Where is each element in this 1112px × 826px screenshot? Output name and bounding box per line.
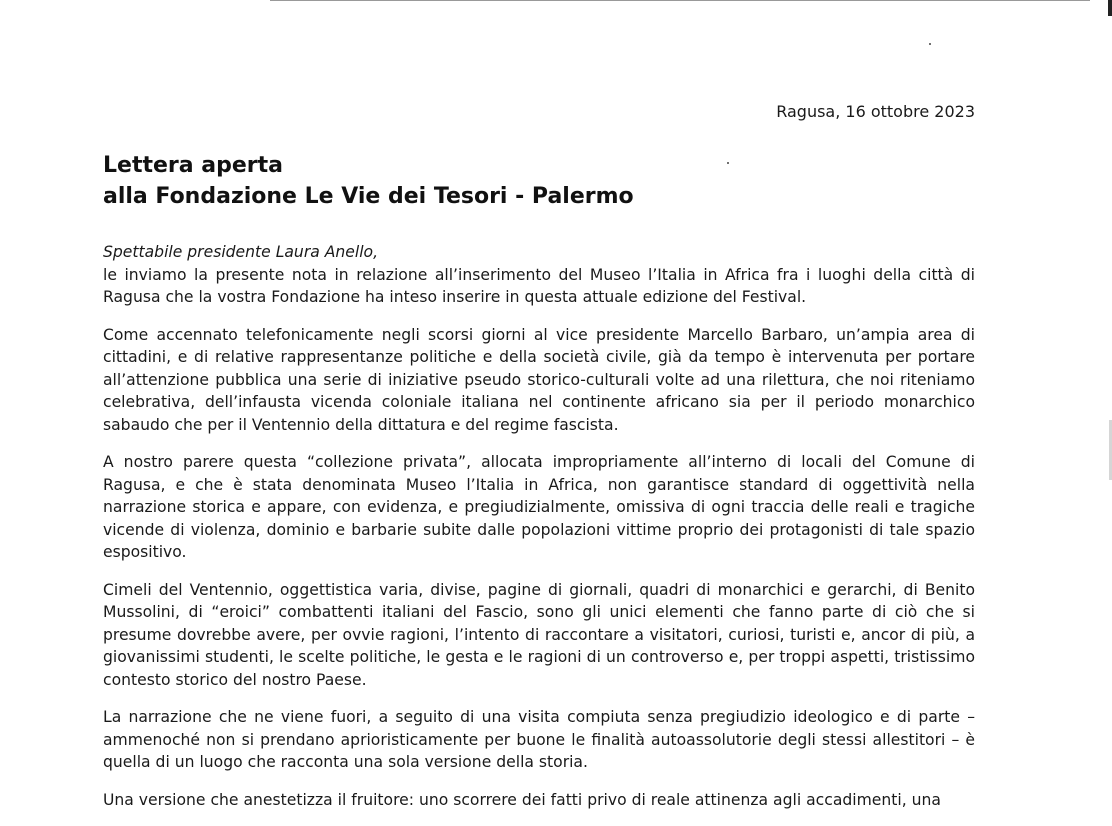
letter-title: [103, 150, 634, 212]
scan-mark-right: [1108, 0, 1112, 16]
paragraph: A nostro parere questa “collezione privata”, allocata impropriamente all’interno di locali del Comune di Ragusa, e che è stata denominata Museo l’Italia in Africa, non garantisce standard di oggettività nella narrazione storica e appare, con evidenza, e pregiudizialmente, omissiva di ogni traccia delle reali e tragiche vicende di violenza, dominio e barbarie subite dalle popolazioni vittime proprio dei protagonisti di tale spazio espositivo.: [103, 453, 975, 561]
letter-date: Ragusa, 16 ottobre 2023: [776, 102, 975, 121]
paragraph: La narrazione che ne viene fuori, a seguito di una visita compiuta senza pregiudizio ideologico e di parte – ammenoché non si prendano aprioristicamente per buone le finalità autoassolutorie degli stessi allestitori – è quella di un luogo che racconta una sola versione della storia.: [103, 708, 975, 771]
paragraph: Cimeli del Ventennio, oggettistica varia, divise, pagine di giornali, quadri di monarchici e gerarchi, di Benito Mussolini, di “eroici” combattenti italiani del Fascio, sono gli unici elementi che fanno parte di ciò che si presume dovrebbe avere, per ovvie ragioni, l’intento di raccontare a visitatori, curiosi, turisti e, ancor di più, a giovanissimi studenti, le scelte politiche, le gesta e le ragioni di un controverso e, per troppi aspetti, tristissimo contesto storico del nostro Paese.: [103, 580, 975, 689]
paragraph-cut-off: Una versione che anestetizza il fruitore: uno scorrere dei fatti privo di reale attinenza agli accadimenti, una: [103, 790, 941, 809]
title-line-1: Lettera aperta: [103, 153, 283, 178]
title-line-2: alla Fondazione Le Vie dei Tesori - Palermo: [103, 184, 634, 209]
scan-speck: [727, 162, 729, 164]
letter-body: [103, 241, 975, 826]
scan-speck: [929, 43, 931, 45]
paragraph-text: le inviamo la presente nota in relazione all’inserimento del Museo l’Italia in Africa fra i luoghi della città di Ragusa che la vostra Fondazione ha inteso inserire in questa attuale edizione del Festival.: [103, 265, 975, 306]
salutation: Spettabile presidente Laura Anello,: [103, 243, 379, 261]
scan-edge-top: [270, 0, 1090, 1]
paragraph: [103, 241, 975, 309]
paragraph: Come accennato telefonicamente negli scorsi giorni al vice presidente Marcello Barbaro, un’ampia area di cittadini, e di relative rappresentanze politiche e della società civile, già da tempo è intervenuta per portare all’attenzione pubblica una serie di iniziative pseudo storico-culturali volte ad una rilettura, che noi riteniamo celebrativa, dell’infausta vicenda coloniale italiana nel continente africano sia per il periodo monarchico sabaudo che per il Ventennio della dittatura e del regime fascista.: [103, 325, 975, 434]
